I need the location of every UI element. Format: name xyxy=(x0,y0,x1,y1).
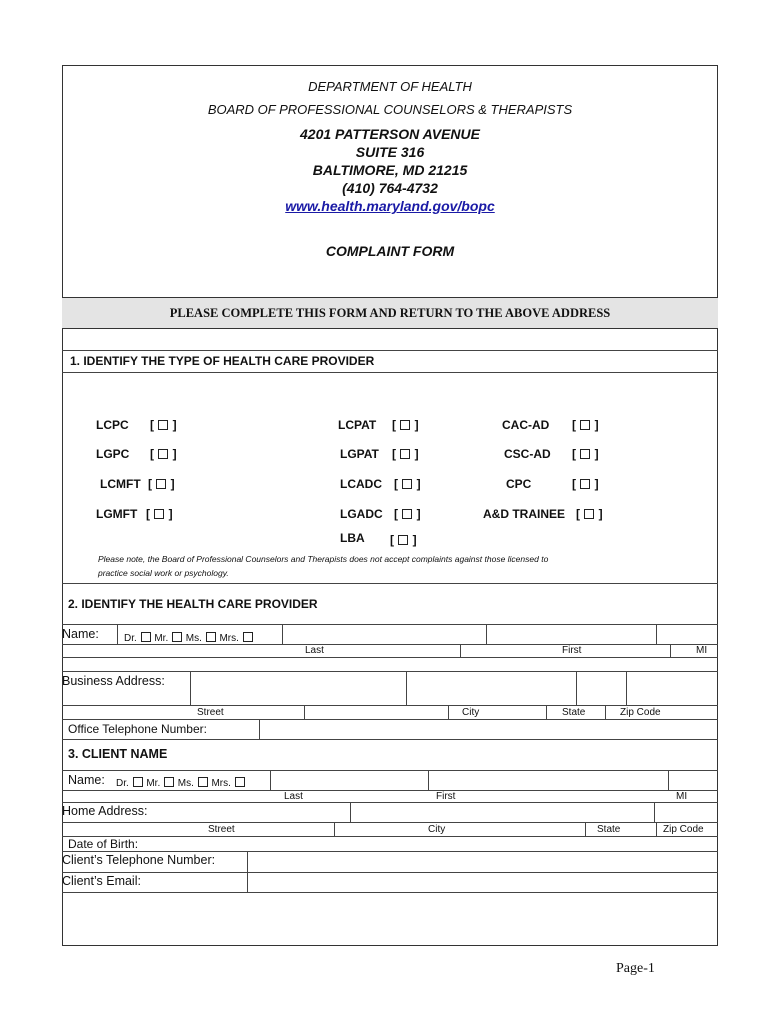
checkbox-ms[interactable] xyxy=(206,632,216,642)
home-city-label: City xyxy=(428,824,446,835)
checkbox-cpc[interactable]: [ ] xyxy=(572,477,599,491)
client-title-options: Dr. Mr. Ms. Mrs. xyxy=(116,777,246,789)
checkbox-ad-trainee[interactable]: [ ] xyxy=(576,507,603,521)
checkbox-lcpat[interactable]: [ ] xyxy=(392,418,419,432)
divider xyxy=(62,624,718,625)
divider xyxy=(62,583,718,584)
checkbox-mrs[interactable] xyxy=(243,632,253,642)
checkbox-dr[interactable] xyxy=(141,632,151,642)
checkbox-client-dr[interactable] xyxy=(133,777,143,787)
business-city-label: City xyxy=(462,707,480,718)
checkbox-lgpat[interactable]: [ ] xyxy=(392,447,419,461)
provider-name-label: Name: xyxy=(62,627,99,641)
provider-label-lcpat: LCPAT xyxy=(338,418,377,432)
client-phone-label: Client’s Telephone Number: xyxy=(62,853,216,867)
checkbox-lgmft[interactable]: [ ] xyxy=(146,507,173,521)
address-line-1: 4201 PATTERSON AVENUE xyxy=(300,126,480,142)
provider-label-lcmft: LCMFT xyxy=(100,477,141,491)
checkbox-client-ms[interactable] xyxy=(198,777,208,787)
address-city: BALTIMORE, MD 21215 xyxy=(312,162,468,178)
business-address-label: Business Address: xyxy=(62,674,165,688)
client-last-label: Last xyxy=(284,791,303,802)
checkbox-mr[interactable] xyxy=(172,632,182,642)
office-phone-label: Office Telephone Number: xyxy=(68,722,207,736)
provider-label-lba: LBA xyxy=(340,531,365,545)
note-line-1: Please note, the Board of Professional Counselors and Therapists does not accept complaints against those licensed to xyxy=(98,554,549,564)
board-phone: (410) 764-4732 xyxy=(342,180,438,196)
checkbox-cac-ad[interactable]: [ ] xyxy=(572,418,599,432)
provider-label-lcpc: LCPC xyxy=(96,418,129,432)
checkbox-lgadc[interactable]: [ ] xyxy=(394,507,421,521)
page-number: Page-1 xyxy=(616,961,655,976)
home-state-label: State xyxy=(597,824,621,835)
board-website-link[interactable]: www.health.maryland.gov/bopc xyxy=(285,198,495,214)
dob-label: Date of Birth: xyxy=(68,837,139,851)
provider-mi-label: MI xyxy=(696,645,708,656)
checkbox-lba[interactable]: [ ] xyxy=(390,533,417,547)
client-mi-label: MI xyxy=(676,791,688,802)
provider-first-label: First xyxy=(562,645,582,656)
checkbox-lcpc[interactable]: [ ] xyxy=(150,418,177,432)
divider xyxy=(62,350,718,351)
checkbox-lcadc[interactable]: [ ] xyxy=(394,477,421,491)
client-first-label: First xyxy=(436,791,456,802)
checkbox-lcmft[interactable]: [ ] xyxy=(148,477,175,491)
provider-label-lgmft: LGMFT xyxy=(96,507,138,521)
provider-title-options: Dr. Mr. Ms. Mrs. xyxy=(124,632,254,644)
home-address-label: Home Address: xyxy=(62,804,148,818)
note-line-2: practice social work or psychology. xyxy=(98,568,229,578)
section3-title: 3. CLIENT NAME xyxy=(68,747,168,761)
provider-label-cac-ad: CAC-AD xyxy=(502,418,550,432)
address-line-2: SUITE 316 xyxy=(355,144,425,160)
provider-label-lcadc: LCADC xyxy=(340,477,382,491)
client-email-label: Client’s Email: xyxy=(62,874,141,888)
client-name-label: Name: xyxy=(68,773,105,787)
home-zip-label: Zip Code xyxy=(663,824,704,835)
checkbox-csc-ad[interactable]: [ ] xyxy=(572,447,599,461)
business-state-label: State xyxy=(562,707,586,718)
home-street-label: Street xyxy=(208,824,235,835)
form-title: COMPLAINT FORM xyxy=(325,243,455,259)
divider xyxy=(62,372,718,373)
provider-label-ad-trainee: A&D TRAINEE xyxy=(483,507,566,521)
business-street-label: Street xyxy=(197,707,224,718)
checkbox-lgpc[interactable]: [ ] xyxy=(150,447,177,461)
checkbox-client-mrs[interactable] xyxy=(235,777,245,787)
provider-label-lgpat: LGPAT xyxy=(340,447,379,461)
section1-title: 1. IDENTIFY THE TYPE OF HEALTH CARE PROVIDER xyxy=(70,354,375,368)
board-heading: BOARD OF PROFESSIONAL COUNSELORS & THERAPISTS xyxy=(207,102,573,117)
checkbox-client-mr[interactable] xyxy=(164,777,174,787)
provider-last-label: Last xyxy=(305,645,324,656)
section2-title: 2. IDENTIFY THE HEALTH CARE PROVIDER xyxy=(68,597,318,611)
instruction-banner: PLEASE COMPLETE THIS FORM AND RETURN TO THE ABOVE ADDRESS xyxy=(62,297,718,329)
dept-heading: DEPARTMENT OF HEALTH xyxy=(308,79,472,94)
provider-label-lgpc: LGPC xyxy=(96,447,130,461)
provider-label-csc-ad: CSC-AD xyxy=(504,447,551,461)
provider-label-lgadc: LGADC xyxy=(340,507,383,521)
business-zip-label: Zip Code xyxy=(620,707,661,718)
provider-label-cpc: CPC xyxy=(506,477,532,491)
